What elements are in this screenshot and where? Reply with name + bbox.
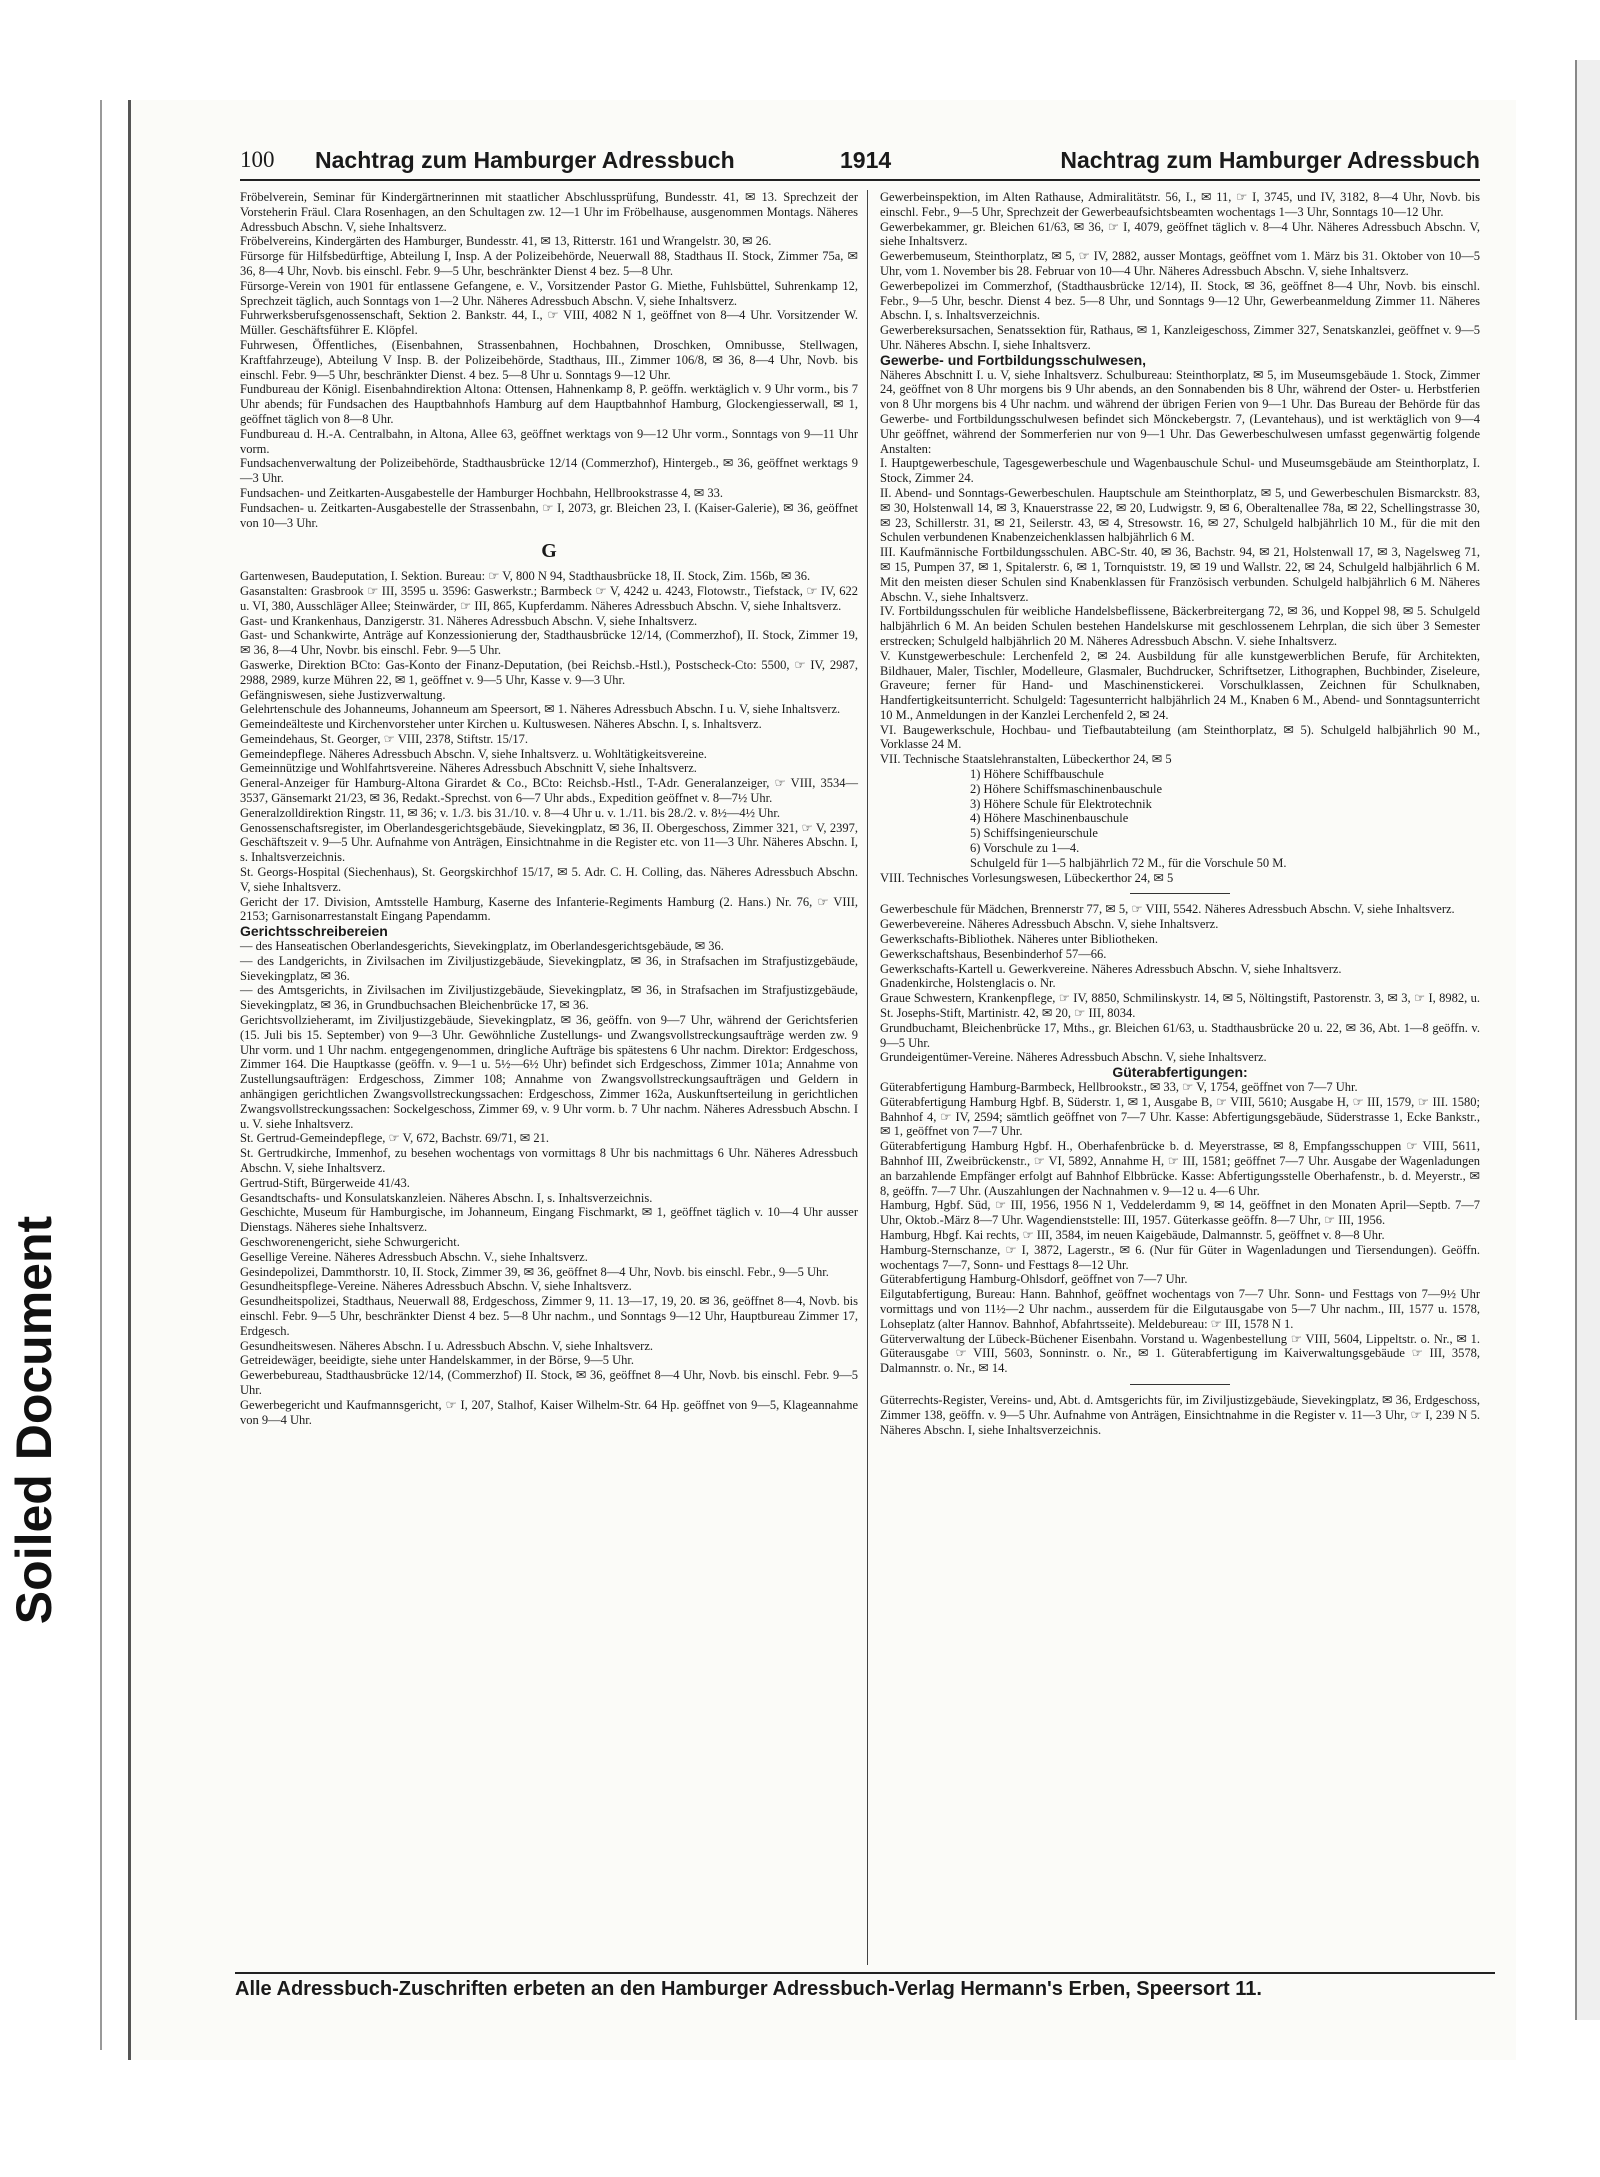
directory-entry: Gewerbegericht und Kaufmannsgericht, ☞ I, 207, Stalhof, Kaiser Wilhelm-Str. 64 Hp. geöffnet von 9—5, Klageannahme von 9—4 Uhr. [240,1397,858,1427]
directory-entry: Gesindepolizei, Dammthorstr. 10, II. Stock, Zimmer 39, ✉ 36, geöffnet 8—4 Uhr, Novb. bis einschl. Febr., 9—5 Uhr. [240,1264,829,1279]
directory-entry: Fundsachen- u. Zeitkarten-Ausgabestelle der Strassenbahn, ☞ I, 2073, gr. Bleichen 23, I. (Kaiser-Galerie), ✉ 36, geöffnet von 10—3 Uhr. [240,500,858,530]
directory-entry: Gasanstalten: Grasbrook ☞ III, 3595 u. 3596: Gaswerkstr.; Barmbeck ☞ V, 4242 u. 4243, Flotowstr., Tiefstack, ☞ IV, 622 u. VI, 380, Ausschläger Allee; Steinwärder, ☞ III, 865, Kupferdamm. Näheres Adressbuch Abschn. V, siehe Inhaltsverz. [240,583,858,613]
gewerbe-schools [880,456,1480,767]
directory-entry: General-Anzeiger für Hamburg-Altona Girardet & Co., BCto: Reichsb.-Hstl., T-Adr. Generalanzeiger, ☞ VIII, 3534—3537, Gänsemarkt 21/23, ✉ 36, Redakt.-Sprechst. von 6—7 Uhr abds., Expedition geöffnet v. 8—7½ Uhr. [240,776,858,806]
gueter-entry: Güterabfertigung Hamburg Hgbf. B, Süderstr. 1, ✉ 1, Ausgabe B, ☞ VIII, 5610; Ausgabe H, ☞ III, 1579, ☞ III. 1580; Bahnhof 4, ☞ IV, 2594; sämtlich geöffnet von 7—7 Uhr. Kasse: Abfertigungsgebäude, Süderstrasse 1, Ecke Bankstr., ✉ 1, geöffnet von 7—7 Uhr. [880,1094,1480,1139]
directory-entry: St. Georgs-Hospital (Siechenhaus), St. Georgskirchhof 15/17, ✉ 5. Adr. C. H. Colling, das. Näheres Adressbuch Abschn. V, siehe Inhaltsverz. [240,865,858,894]
gueter-entry: Güterabfertigung Hamburg-Ohlsdorf, geöffnet von 7—7 Uhr. [880,1272,1188,1287]
directory-entry: Fundbureau d. H.-A. Centralbahn, in Altona, Allee 63, geöffnet werktags von 9—12 Uhr vorm., Sonntags von 9—11 Uhr vorm. [240,426,858,456]
header-year: 1914 [840,147,892,173]
directory-entry: Gefängniswesen, siehe Justizverwaltung. [240,687,446,702]
school-entry: VI. Baugewerkschule, Hochbau- und Tiefbautabteilung (am Steinthorplatz, ✉ 5). Schulgeld halbjährlich 90 M., Vorklasse 24 M. [880,722,1480,752]
directory-entry: Gelehrtenschule des Johanneums, Johanneum am Speersort, ✉ 1. Näheres Adressbuch Abschn. I u. V, siehe Inhaltsverz. [240,702,841,717]
directory-entry: Gerichtsvollzieheramt, im Ziviljustizgebäude, Sievekingplatz, ✉ 36, geöffn. von 9—7 Uhr, während der Gerichtsferien (15. Juli bis 15. September) von 9—3 Uhr. Gewöhnliche Zustellungs- und Zwangsvollstreckungsaufträge werden zw. 9 Uhr vorm. und 1 Uhr nachm. entgegengenommen, dringliche Aufträge bis spätestens 6 Uhr nachm. Direktor: Erdgeschoss, Zimmer 164. Die Hauptkasse (geöffn. v. 9—1 u. 5½—6½ Uhr) befindet sich Erdgeschoss, Zimmer 101a; Annahme von Zustellungsaufträgen: Erdgeschoss, Zimmer 108; Annahme von Zwangsvollstreckungsaufträgen und Geldern in anhängigen gerichtlichen Zwangsvollstreckungssachen: Erdgeschoss, Zimmer 162a, Auskunftserteilung in gerichtlichen Zwangsvollstreckungssachen: Sockelgeschoss, Zimmer 69, v. 9 Uhr vorm. b. 7 Uhr nachm. Näheres Adressbuch Abschn. I u. V. siehe Inhaltsverz. [240,1013,858,1131]
g-entries [240,569,858,924]
f-entries [240,190,858,530]
school-entry: III. Kaufmännische Fortbildungsschulen. ABC-Str. 40, ✉ 36, Bachstr. 94, ✉ 21, Holstenwall 17, ✉ 3, Nagelsweg 71, ✉ 15, Pumpen 37, ✉ 1, Spitalerstr. 6, ✉ 1, Tornquiststr. 19, ✉ 19 und Wallstr. 22, ✉ 24, Schulgeld halbjährlich 6 M. Mit den meisten dieser Schulen sind Knabenklassen für Französisch verbunden. Schulgeld halbjährlich 6 M. Näheres Abschn. V., siehe Inhaltsverz. [880,545,1480,604]
directory-entry: Gesundheitswesen. Näheres Abschn. I u. Adressbuch Abschn. V, siehe Inhaltsverz. [240,1338,654,1353]
directory-entry: Gewerbekammer, gr. Bleichen 61/63, ✉ 36, ☞ I, 4079, geöffnet täglich v. 8—4 Uhr. Näheres Adressbuch Abschn. V, siehe Inhaltsverz. [880,219,1480,249]
directory-entry: Fuhrwesen, Öffentliches, (Eisenbahnen, Strassenbahnen, Hochbahnen, Droschken, Omnibusse, Stellwagen, Kraftfahrzeuge), Abteilung V Insp. B. der Polizeibehörde, Stadthaus, III., Zimmer 106/8, ✉ 36, 8—4 Uhr, Novb. bis einschl. Febr. 9—5 Uhr, beschränkter Dienst. 4 bez. 5—8 Uhr u. Sonntags 9—12 Uhr. [240,337,858,382]
directory-entry: Gast- und Krankenhaus, Danzigerstr. 31. Näheres Adressbuch Abschn. V, siehe Inhaltsverz. [240,613,698,628]
page-header [240,145,1480,181]
directory-entry: Gewerbereksursachen, Senatssektion für, Rathaus, ✉ 1, Kanzleigeschoss, Zimmer 327, Senatskanzlei, geöffnet v. 9—5 Uhr. Näheres Abschn. I, siehe Inhaltsverz. [880,323,1480,352]
directory-entry: Gesandtschafts- und Konsulatskanzleien. Näheres Abschn. I, s. Inhaltsverzeichnis. [240,1190,653,1205]
gueter-entry: Güterabfertigung Hamburg Hgbf. H., Oberhafenbrücke b. d. Meyerstrasse, ✉ 8, Empfangsschuppen ☞ VIII, 5611, Bahnhof III, Zweibrückenstr., ☞ VI, 5892, Annahme H, ☞ III, 1581; geöffnet 7—7 Uhr. Ausgabe der Wagenladungen an barzahlende Empfänger erfolgt auf Bahnhof Elbbrücke. Kasse: Abfertigungsstelle Oberhafenstr., b. d. Meyerstr., ✉ 8, geöffn. 7—7 Uhr. (Auszahlungen der Nachnahmen v. 9—12 u. 4—6 Uhr. [880,1139,1480,1198]
directory-entry: Gewerbevereine. Näheres Adressbuch Abschn. V, siehe Inhaltsverz. [880,917,1219,932]
gerichts-entries [240,939,858,1013]
next-page-edge [1575,60,1600,2020]
page-number: 100 [240,147,275,172]
gerichts-entry: — des Landgerichts, in Zivilsachen im Ziviljustizgebäude, Sievekingplatz, ✉ 36, in Strafsachen im Strafjustizgebäude, Sievekingplatz, ✉ 36. [240,953,858,983]
technische-item: 4) Höhere Maschinenbauschule [970,811,1129,826]
header-left-title: Nachtrag zum Hamburger Adressbuch [315,147,735,173]
gueter-entry: Güterverwaltung der Lübeck-Büchener Eisenbahn. Vorstand u. Wagenbestellung ☞ VIII, 5604, Lippeltstr. o. Nr., ✉ 1. Güterausgabe ☞ VIII, 5603, Sonninstr. o. Nr., ✉ 1. Güterabfertigung im Kaiverwaltungsgebäude ☞ III, 3578, Dalmannstr. o. Nr., ✉ 14. [880,1331,1480,1376]
directory-entry: Gnadenkirche, Holstenglacis o. Nr. [880,976,1056,991]
directory-entry: Getreidewäger, beeidigte, siehe unter Handelskammer, in der Börse, 9—5 Uhr. [240,1353,635,1368]
directory-entry: Gesundheitspflege-Vereine. Näheres Adressbuch Abschn. V, siehe Inhaltsverz. [240,1279,632,1294]
g-entries-continued [240,1013,858,1427]
technische-item: 1) Höhere Schiffbauschule [970,767,1104,782]
directory-entry: Gesellige Vereine. Näheres Adressbuch Abschn. V., siehe Inhaltsverz. [240,1249,588,1264]
school-entry: II. Abend- und Sonntags-Gewerbeschulen. Hauptschule am Steinthorplatz, ✉ 5, und Gewerbeschulen Bismarckstr. 83, ✉ 30, Holstenwall 14, ✉ 3, Knauerstrasse 22, ✉ 20, Ludwigstr. 9, ✉ 6, Oberaltenallee 78a, ✉ 22, Schellingstrasse 30, ✉ 23, Schillerstr. 31, ✉ 21, Seilerstr. 43, ✉ 4, Stresowstr. 16, ✉ 27, Schulgeld halbjährlich 10 M., für die mit den Schulen verbundenen Knabenzeichenklassen halbjährlich 6 M. [880,485,1480,545]
section-letter: G [541,540,557,563]
gueter-entries [880,1080,1480,1376]
g-entries-right [880,902,1480,1065]
directory-entry: Fürsorge-Verein von 1901 für entlassene Gefangene, e. V., Vorsitzender Pastor G. Miethe, Fuhlsbüttel, Suhrenkamp 12, Sprechzeit täglich, auch Sonntags von 1—2 Uhr. Näheres Adressbuch Abschn. V, siehe Inhaltsverz. [240,278,858,308]
directory-entry: Gast- und Schankwirte, Anträge auf Konzessionierung der, Stadthausbrücke 12/14, (Commerzhof), II. Stock, Zimmer 19, ✉ 36, 8—4 Uhr, Novbr. bis einschl. Febr. 9—5 Uhr. [240,628,858,658]
header-right-title: Nachtrag zum Hamburger Adressbuch [1060,147,1480,173]
gueter-entry: Güterabfertigung Hamburg-Barmbeck, Hellbrookstr., ✉ 33, ☞ V, 1754, geöffnet von 7—7 Uhr. [880,1080,1358,1095]
technische-item: 3) Höhere Schule für Elektrotechnik [970,796,1152,811]
gueter-entry: Eilgutabfertigung, Bureau: Hann. Bahnhof, geöffnet wochentags von 7—7 Uhr. Sonn- und Festtags von 7—9½ Uhr vormittags und von 11½—2 Uhr nachm., ausserdem für die Eilgutausgabe von 5—7 Uhr nachm., III, 1577 u. 1578, Lohseplatz (alter Hannov. Bahnhof, Abfahrtsseite). Meldebureau: ☞ III, 1578 N 1. [880,1287,1480,1331]
gerichts-entry: — des Amtsgerichts, in Zivilsachen im Ziviljustizgebäude, Sievekingplatz, ✉ 36, in Strafsachen im Strafjustizgebäude, Sievekingplatz, ✉ 36, in Grundbuchsachen Bleichenbrücke 17, ✉ 36. [240,983,858,1013]
directory-entry: Gewerbepolizei im Commerzhof, (Stadthausbrücke 12/14), II. Stock, ✉ 36, geöffnet 8—4 Uhr, Novb. bis einschl. Febr., 9—5 Uhr, beschr. Dienst 4 bez. 5—8 Uhr, und Sonntags 9—12 Uhr, Gewerbeanmeldung Zimmer 11. Näheres Abschn. I, s. Inhaltsverzeichnis. [880,278,1480,323]
right-column [880,190,1480,1437]
gewerbe-item-viii: VIII. Technisches Vorlesungswesen, Lübeckerthor 24, ✉ 5 [880,870,1174,885]
school-entry: IV. Fortbildungsschulen für weibliche Handelsbeflissene, Bäckerbreitergang 72, ✉ 36, und Koppel 98, ✉ 5. Schulgeld halbjährlich 6 M. An beiden Schulen bestehen Handelskurse mit geschlossenem Lehrplan, die sich über 3 Semester erstrecken; Schulgeld halbjährlich 20 M. Näheres Adressbuch Abschn. V. siehe Inhaltsverz. [880,604,1480,648]
gewerbe-entries [880,190,1480,353]
gueter-entry: Hamburg-Sternschanze, ☞ I, 3872, Lagerstr., ✉ 6. (Nur für Güter in Wagenladungen und Tiersendungen). Geöffn. wochentags 7—7, Sonn- und Festtags 8—12 Uhr. [880,1242,1480,1272]
page-footer: Alle Adressbuch-Zuschriften erbeten an den Hamburger Adressbuch-Verlag Hermann's Erben, Speersort 11. [235,1972,1495,2001]
technische-item: 2) Höhere Schiffsmaschinenbauschule [970,781,1163,796]
technische-item: 5) Schiffsingenieurschule [970,826,1098,841]
left-column [240,190,858,1427]
directory-entry: Gewerkschafts-Bibliothek. Näheres unter Bibliotheken. [880,932,1159,947]
school-entry: VII. Technische Staatslehranstalten, Lübeckerthor 24, ✉ 5 [880,752,1172,767]
technische-item: Schulgeld für 1—5 halbjährlich 72 M., für die Vorschule 50 M. [970,855,1287,870]
scan-edge [100,100,102,2050]
directory-entry: Genossenschaftsregister, im Oberlandesgerichtsgebäude, Sievekingplatz, ✉ 36, II. Obergeschoss, Zimmer 321, ☞ V, 2397, Geschäftszeit v. 9—5 Uhr. Aufnahme von Anträgen, Einsichtnahme in die Register etc. von 11—3 Uhr. Näheres Abschn. I, s. Inhaltsverzeichnis. [240,820,858,865]
directory-entry: Gewerbeschule für Mädchen, Brennerstr 77, ✉ 5, ☞ VIII, 5542. Näheres Adressbuch Abschn. V, siehe Inhaltsverz. [880,902,1455,917]
directory-entry: St. Gertrud-Gemeindepflege, ☞ V, 672, Bachstr. 69/71, ✉ 21. [240,1131,550,1146]
directory-entry: Gericht der 17. Division, Amtsstelle Hamburg, Kaserne des Infanterie-Regiments Hamburg (2. Hans.) Nr. 76, ☞ VIII, 2153; Garnisonarrestanstalt Eingang Papendamm. [240,894,858,924]
gerichts-heading: Gerichtsschreibereien [240,923,388,940]
gueterrecht-entries [880,1393,1480,1437]
directory-entry: Fundsachenverwaltung der Polizeibehörde, Stadthausbrücke 12/14 (Commerzhof), Hintergeb., ✉ 36, geöffnet werktags 9—3 Uhr. [240,456,858,486]
directory-entry: Gartenwesen, Baudeputation, I. Sektion. Bureau: ☞ V, 800 N 94, Stadthausbrücke 18, II. Stock, Zim. 156b, ✉ 36. [240,569,811,584]
directory-entry: Geschworenengericht, siehe Schwurgericht. [240,1234,460,1249]
directory-entry: Gemeindepflege. Näheres Adressbuch Abschn. V, siehe Inhaltsverz. u. Wohltätigkeitsvereine. [240,746,707,761]
soiled-document-stamp: Soiled Document [6,1215,62,1625]
school-entry: V. Kunstgewerbeschule: Lerchenfeld 2, ✉ 24. Ausbildung für alle kunstgewerblichen Berufe, für Architekten, Bildhauer, Maler, Tischler, Modelleure, Glasmaler, Buchdrucker, Schriftsetzer, Lithographen, Buchbinder, Ziseleure, Graveure; ferner für Hand- und Maschinenstickerei. Vorschulklassen, Zeichnen für Schulknaben, Handfertigkeitsunterricht. Schulgeld: Tagesunterricht halbjährlich 24 M., Knaben 6 M., Abend- und Sonntagsunterricht 10 M., Anmeldungen in der Kanzlei Lerchenfeld 2, ✉ 24. [880,648,1480,722]
directory-entry: Gertrud-Stift, Bürgerweide 41/43. [240,1175,410,1190]
gueter-entry: Hamburg, Hgbf. Süd, ☞ III, 1956, 1956 N 1, Veddelerdamm 9, ✉ 14, geöffnet in den Monaten April—Septb. 7—7 Uhr, Oktob.-März 8—7 Uhr. Wagendienststelle: III, 1957. Güterkasse geöffn. 8—7 Uhr, ☞ III, 1956. [880,1198,1480,1228]
directory-entry: Fürsorge für Hilfsbedürftige, Abteilung I, Insp. A der Polizeibehörde, Neuerwall 88, Stadthaus II. Stock, Zimmer 75a, ✉ 36, 8—4 Uhr, Novb. bis einschl. Febr. 9—5 Uhr, beschränkter Dienst 4 bez. 5—8 Uhr. [240,249,858,278]
technische-list [880,767,1480,871]
directory-entry: Gewerbebureau, Stadthausbrücke 12/14, (Commerzhof) II. Stock, ✉ 36, geöffnet 8—4 Uhr, Novb. bis einschl. Febr. 9—5 Uhr. [240,1368,858,1397]
gueter-heading: Güterabfertigungen: [1112,1064,1248,1081]
section-rule [1130,893,1230,894]
directory-entry: Fröbelverein, Seminar für Kindergärtnerinnen mit staatlicher Abschlussprüfung, Bundesstr. 41, ✉ 13. Sprechzeit der Vorsteherin Fräul. Clara Rosenhagen, an den Schultagen zw. 12—1 Uhr im Fröbelhause, ausgenommen Montags. Näheres Adressbuch Abschn. V, siehe Inhaltsverz. [240,190,858,234]
directory-entry: Güterrechts-Register, Vereins- und, Abt. d. Amtsgerichts für, im Ziviljustizgebäude, Sievekingplatz, ✉ 36, Erdgeschoss, Zimmer 138, geöffn. v. 9—5 Uhr. Aufnahme von Anträgen, Einsichtnahme in die Register v. 11—3 Uhr, ☞ I, 239 N 5. Näheres Abschn. I, siehe Inhaltsverzeichnis. [880,1392,1480,1437]
gerichts-entry: — des Hanseatischen Oberlandesgerichts, Sievekingplatz, im Oberlandesgerichtsgebäude, ✉ 36. [240,939,724,954]
directory-entry: Gaswerke, Direktion BCto: Gas-Konto der Finanz-Deputation, (bei Reichsb.-Hstl.), Postscheck-Cto: 5500, ☞ IV, 2987, 2988, 2989, kurze Mühren 22, ✉ 1, geöffnet v. 9—5 Uhr, Kasse v. 9—3 Uhr. [240,657,858,687]
directory-entry: Gewerbemuseum, Steinthorplatz, ✉ 5, ☞ IV, 2882, ausser Montags, geöffnet vom 1. März bis 31. Oktober von 10—5 Uhr, vom 1. November bis 28. Februar von 10—4 Uhr. Näheres Adressbuch Abschn. V, siehe Inhaltsverz. [880,249,1480,278]
directory-entry: Grundbuchamt, Bleichenbrücke 17, Mths., gr. Bleichen 61/63, u. Stadthausbrücke 20 u. 22, ✉ 36, Abt. 1—8 geöffn. v. 9—5 Uhr. [880,1020,1480,1050]
directory-entry: Fundsachen- und Zeitkarten-Ausgabestelle der Hamburger Hochbahn, Hellbrookstrasse 4, ✉ 33. [240,485,724,500]
directory-entry: Grundeigentümer-Vereine. Näheres Adressbuch Abschn. V, siehe Inhaltsverz. [880,1050,1267,1065]
directory-entry: Gesundheitspolizei, Stadthaus, Neuerwall 88, Erdgeschoss, Zimmer 9, 11. 13—17, 19, 20. ✉ 36, geöffnet 8—4, Novb. bis einschl. Febr. 9—5 Uhr, beschränkter Dienst 4 bez. 5—8 Uhr nachm., und Sonntags 9—12 Uhr, Hauptbureau Zimmer 17, Erdgesch. [240,1294,858,1338]
directory-entry: Generalzolldirektion Ringstr. 11, ✉ 36; v. 1./3. bis 31./10. v. 8—4 Uhr u. v. 1./11. bis 28./2. v. 8½—4½ Uhr. [240,805,780,820]
directory-entry: Graue Schwestern, Krankenpflege, ☞ IV, 8850, Schmilinskystr. 14, ✉ 5, Nöltingstift, Pastorenstr. 3, ✉ 3, ☞ I, 8982, u. St. Josephs-Stift, Martinistr. 42, ✉ 20, ☞ III, 8034. [880,991,1480,1021]
directory-entry: Gewerkschafts-Kartell u. Gewerkvereine. Näheres Adressbuch Abschn. V, siehe Inhaltsverz. [880,961,1342,976]
directory-entry: Gemeindeälteste und Kirchenvorsteher unter Kirchen u. Kultuswesen. Näheres Abschn. I, s. Inhaltsverz. [240,717,762,732]
gewerbe-heading: Gewerbe- und Fortbildungsschulwesen, [880,351,1147,368]
gueter-entry: Hamburg, Hbgf. Kai rechts, ☞ III, 3584, im neuen Kaigebäude, Dalmannstr. 5, geöffnet v. 8—8 Uhr. [880,1227,1385,1242]
gewerbe-intro: Näheres Abschnitt I. u. V, siehe Inhaltsverz. Schulbureau: Steinthorplatz, ✉ 5, im Museumsgebäude 1. Stock, Zimmer 24, geöffnet von 8 Uhr morgens bis 9 Uhr abends, an den Sonnabenden bis 8 Uhr, während der Oster- u. Herbstferien von 8 Uhr morgens bis 4 Uhr nachm. und während der übrigen Ferien von 9—1 Uhr. Das Bureau der Behörde für das Gewerbe- und Fortbildungsschulwesen befindet sich Mönckebergstr. 7, (Levantehaus), und ist werktäglich von 9—4 Uhr geöffnet, während der Sommerferien nur von 9—1 Uhr. Das Gewerbeschulwesen umfasst gegenwärtig folgende Anstalten: [880,367,1480,456]
column-separator [867,190,868,1965]
directory-entry: Gewerkschaftshaus, Besenbinderhof 57—66. [880,946,1107,961]
directory-entry: Fundbureau der Königl. Eisenbahndirektion Altona: Ottensen, Hahnenkamp 8, P. geöffn. werktäglich v. 9 Uhr vorm., bis 7 Uhr abends; für Fundsachen des Hauptbahnhofs Hamburg auf dem Hauptbahnhof Hamburg, Glockengiesserwall, ✉ 1, geöffnet täglich von 8—8 Uhr. [240,382,858,426]
directory-entry: Gemeinnützige und Wohlfahrtsvereine. Näheres Adressbuch Abschnitt V, siehe Inhaltsverz. [240,761,697,776]
directory-entry: St. Gertrudkirche, Immenhof, zu besehen wochentags von vormittags 8 Uhr bis nachmittags 6 Uhr. Näheres Adressbuch Abschn. V, siehe Inhaltsverz. [240,1146,858,1175]
directory-entry: Geschichte, Museum für Hamburgische, im Johanneum, Eingang Fischmarkt, ✉ 1, geöffnet täglich v. 10—4 Uhr ausser Dienstags. Näheres siehe Inhaltsverz. [240,1205,858,1235]
school-entry: I. Hauptgewerbeschule, Tagesgewerbeschule und Wagenbauschule Schul- und Museumsgebäude am Steinthorplatz, I. Stock, Zimmer 24. [880,456,1480,486]
directory-entry: Fröbelvereins, Kindergärten des Hamburger, Bundesstr. 41, ✉ 13, Ritterstr. 161 und Wrangelstr. 30, ✉ 26. [240,234,772,249]
section-rule-2 [1130,1384,1230,1385]
directory-entry: Gemeindehaus, St. Georger, ☞ VIII, 2378, Stiftstr. 15/17. [240,731,528,746]
directory-entry: Gewerbeinspektion, im Alten Rathause, Admiralitätstr. 56, I., ✉ 11, ☞ I, 3745, und IV, 3182, 8—4 Uhr, Novb. bis einschl. Febr., 9—5 Uhr, Sprechzeit der Gewerbeaufsichtsbeamten wochentags 1—3 Uhr, Sonntags 10—12 Uhr. [880,190,1480,219]
technische-item: 6) Vorschule zu 1—4. [970,841,1080,856]
directory-entry: Fuhrwerksberufsgenossenschaft, Sektion 2. Bankstr. 44, I., ☞ VIII, 4082 N 1, geöffnet von 8—4 Uhr. Vorsitzender W. Müller. Geschäftsführer E. Klöpfel. [240,308,858,338]
